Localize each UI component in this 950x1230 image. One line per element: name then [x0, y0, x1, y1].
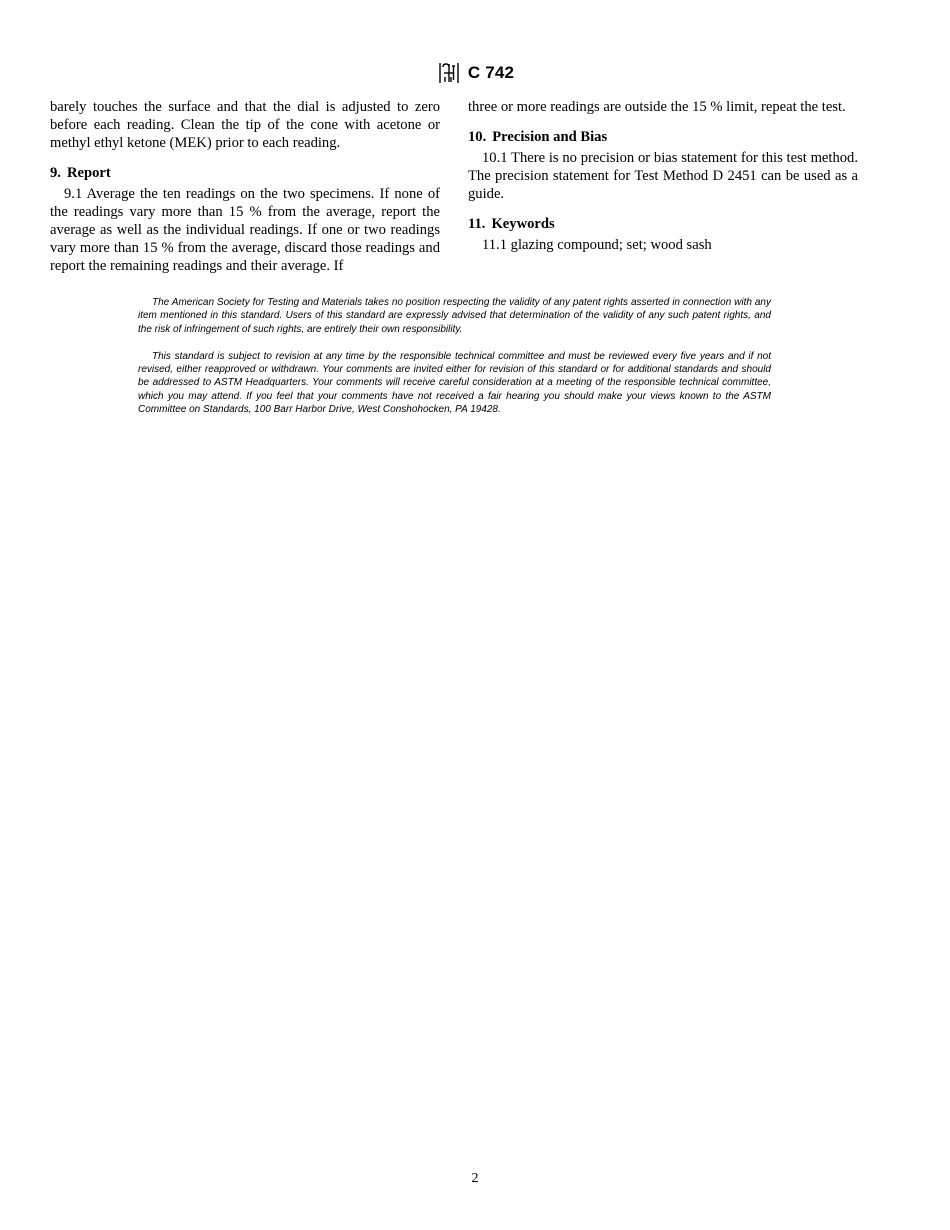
legal-notices: [138, 296, 771, 430]
patent-notice: The American Society for Testing and Materials takes no position respecting the validity of any patent rights asserted in connection with any item mentioned in this standard. Users of this standard are expressly advised that determination of the validity of any such patent rights, and the risk of infringement of such rights, are entirely their own responsibility.: [138, 297, 771, 335]
paragraph-10-1: 10.1 There is no precision or bias statement for this test method. The precision statement for Test Method D 2451 can be used as a guide.: [468, 150, 858, 202]
continued-paragraph: three or more readings are outside the 15 % limit, repeat the test.: [468, 99, 846, 115]
standard-designation: C 742: [467, 63, 515, 82]
page-number: 2: [471, 1171, 479, 1186]
continued-paragraph: barely touches the surface and that the dial is adjusted to zero before each reading. Clean the tip of the cone with acetone or methyl ethyl ketone (MEK) prior to each reading.: [50, 99, 440, 151]
section-heading-keywords: 11. Keywords: [468, 216, 555, 232]
paragraph-11-1: 11.1 glazing compound; set; wood sash: [482, 237, 712, 253]
page-header: [0, 61, 950, 85]
left-column: [50, 98, 440, 275]
right-column: [468, 98, 858, 254]
section-heading-report: 9. Report: [50, 165, 111, 181]
paragraph-9-1: 9.1 Average the ten readings on the two specimens. If none of the readings vary more than 15 % from the average, report the average as well as the individual readings. If one or two readings vary more than 15 % from the average, discard those readings and report the remaining readings and their average. If: [50, 186, 440, 274]
astm-logo-icon: [436, 61, 462, 85]
revision-notice: This standard is subject to revision at any time by the responsible technical committee and must be reviewed every five years and if not revised, either reapproved or withdrawn. Your comments are invited either for revision of this standard or for additional standards and should be addressed to ASTM Headquarters. Your comments will receive careful consideration at a meeting of the responsible technical committee, which you may attend. If you feel that your comments have not received a fair hearing you should make your views known to the ASTM Committee on Standards, 100 Barr Harbor Drive, West Conshohocken, PA 19428.: [138, 350, 771, 416]
section-heading-precision-bias: 10. Precision and Bias: [468, 129, 608, 145]
